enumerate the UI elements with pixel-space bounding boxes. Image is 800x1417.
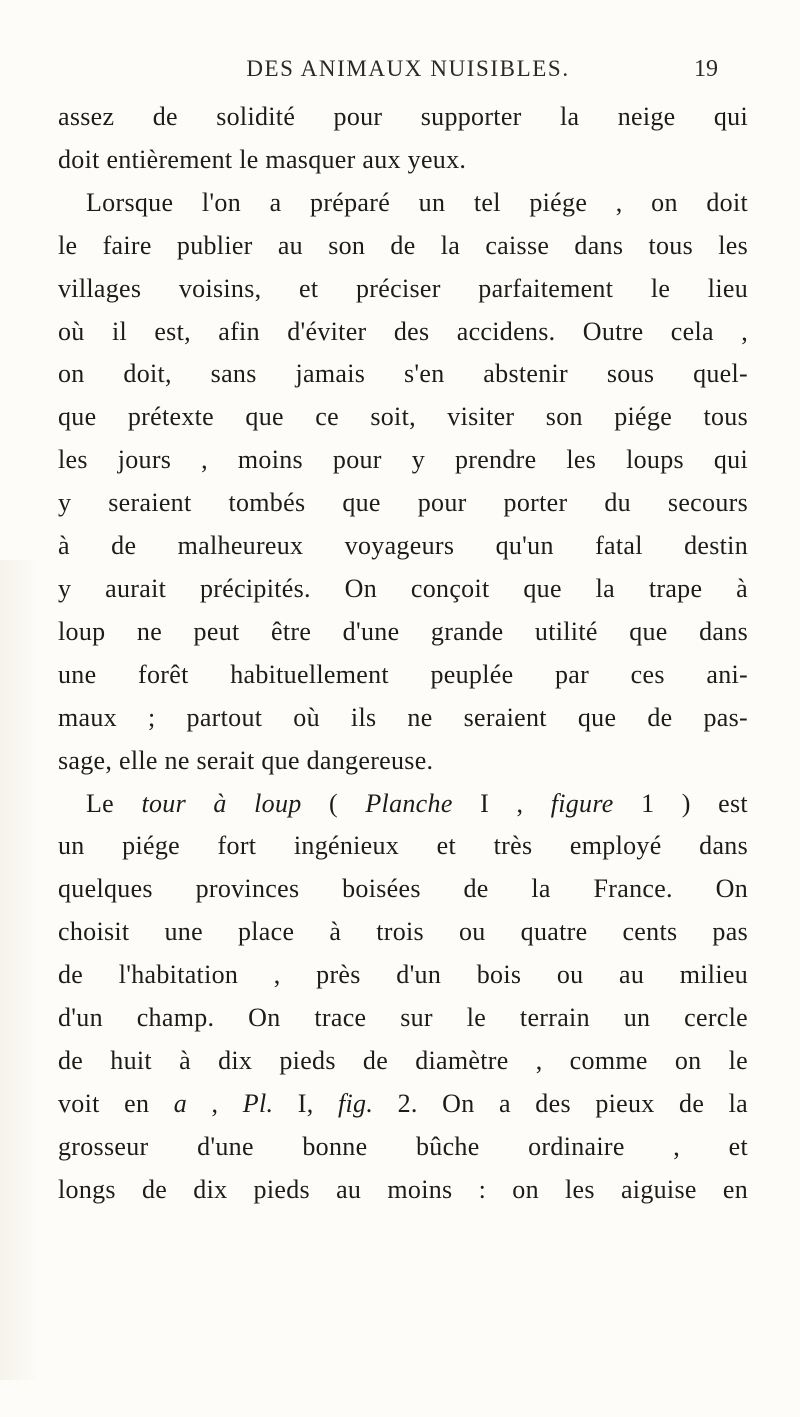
text-line: le faire publier au son de la caisse dans tous les [58,230,748,260]
text-line: de l'habitation , près d'un bois ou au milieu [58,960,748,990]
text-line: un piége fort ingénieux et très employé dans [58,831,748,861]
text-line: une forêt habituellement peuplée par ces ani- [58,659,748,689]
text-line: d'un champ. On trace sur le terrain un cercle [58,1003,748,1033]
text-line: sage, elle ne serait que dangereuse. [58,745,434,775]
text-line: grosseur d'une bonne bûche ordinaire , et [58,1131,748,1161]
italic-reference: fig. [338,1088,374,1118]
text-line: Lorsque l'on a préparé un tel piége , on doit [86,187,748,217]
text-line-mixed [58,1083,748,1126]
text-fragment: ( [328,788,338,818]
text-line: où il est, afin d'éviter des accidens. Outre cela , [58,316,748,346]
page-shadow [0,560,40,1380]
text-line: de huit à dix pieds de diamètre , comme on le [58,1045,748,1075]
italic-reference: Planche [365,788,453,818]
text-line: assez de solidité pour supporter la neige qui [58,102,748,131]
text-line: y aurait précipités. On conçoit que la trape à [58,573,748,603]
text-line: doit entièrement le masquer aux yeux. [58,144,467,174]
text-fragment: I , [480,788,524,818]
text-line-mixed [58,783,748,826]
text-line: longs de dix pieds au moins : on les aiguise en [58,1174,748,1204]
running-head [98,56,718,92]
page-number: 19 [694,56,718,82]
running-title: DES ANIMAUX NUISIBLES. [246,56,570,81]
text-line: on doit, sans jamais s'en abstenir sous quel- [58,359,748,389]
text-fragment: 2. On a des pieux de la [397,1088,748,1118]
text-line: quelques provinces boisées de la France. On [58,874,748,904]
text-fragment: , [211,1088,219,1118]
text-line: villages voisins, et préciser parfaitement le lieu [58,273,748,303]
text-line: maux ; partout où ils ne seraient que de pas- [58,702,748,732]
italic-reference: a [173,1088,188,1118]
italic-reference: Pl. [242,1088,274,1118]
text-fragment: Le [86,788,115,818]
italic-reference: figure [550,788,614,818]
italic-term: tour à loup [141,788,302,818]
text-line: à de malheureux voyageurs qu'un fatal destin [58,531,748,561]
text-fragment: I, [297,1088,314,1118]
text-fragment: voit en [58,1088,150,1118]
text-fragment: 1 ) est [641,788,748,818]
text-line: choisit une place à trois ou quatre cents pas [58,917,748,947]
body-text [58,96,748,1212]
text-line: y seraient tombés que pour porter du secours [58,488,748,518]
text-line: les jours , moins pour y prendre les loups qui [58,445,748,475]
text-line: que prétexte que ce soit, visiter son piége tous [58,402,748,432]
text-line: loup ne peut être d'une grande utilité que dans [58,616,748,646]
